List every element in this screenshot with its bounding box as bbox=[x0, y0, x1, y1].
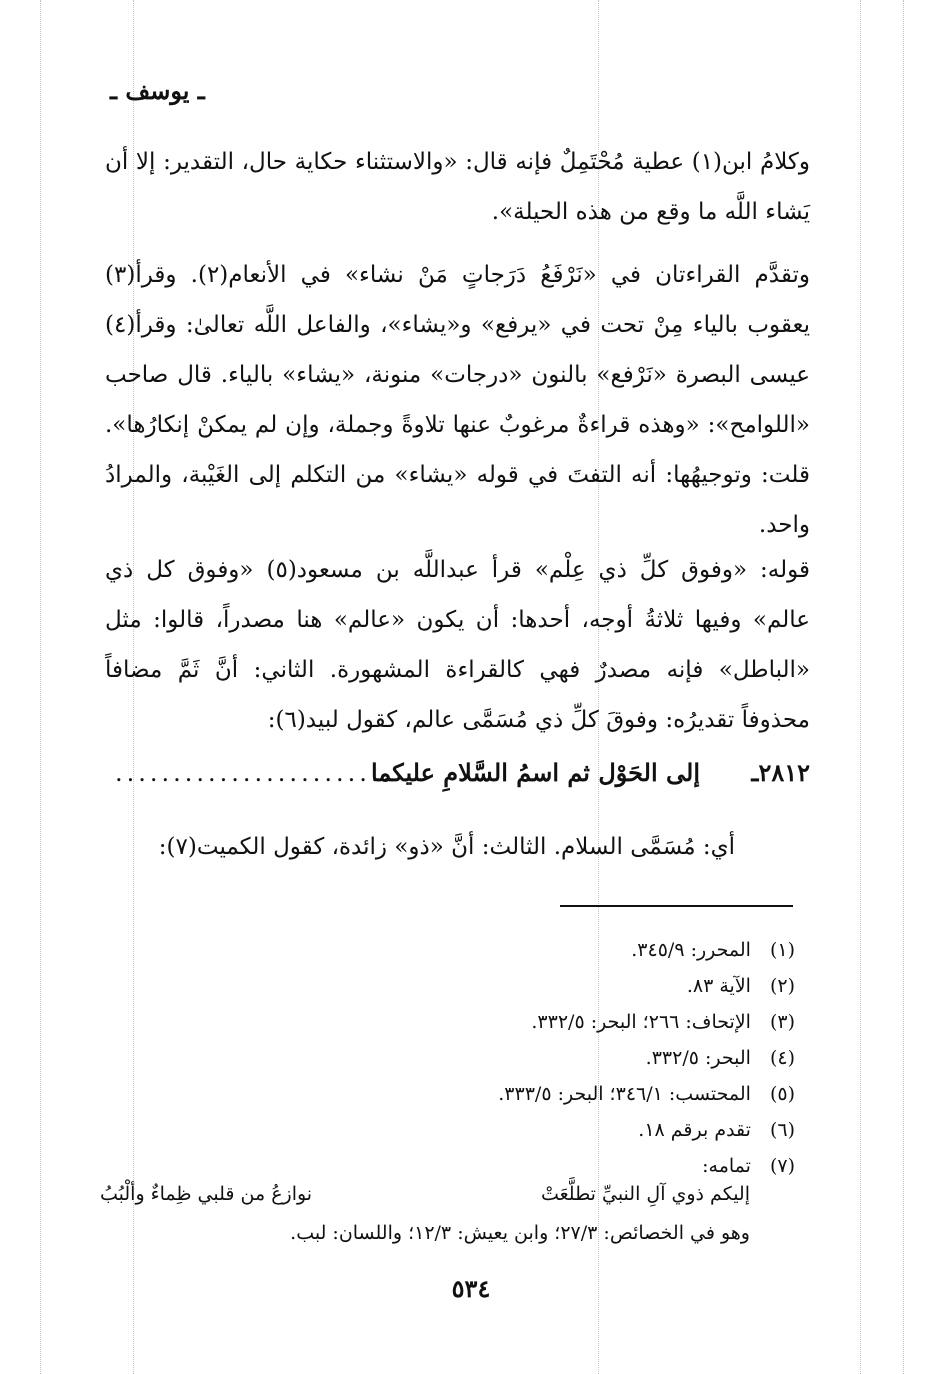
footnote-number: (١) bbox=[769, 939, 795, 961]
scan-guide-line bbox=[860, 0, 861, 1374]
page-number: ٥٣٤ bbox=[451, 1274, 491, 1303]
footnote-number: (٦) bbox=[769, 1119, 795, 1141]
footnote-number: (٧) bbox=[769, 1155, 795, 1177]
poetry-verse bbox=[105, 748, 810, 798]
footnote-separator bbox=[560, 905, 793, 907]
paragraph-3: قوله: «وفوق كلِّ ذي عِلْم» قرأ عبداللَّه بن مسعود(٥) «وفوق كل ذي عالم» وفيها ثلاثةُ أوجه، أحدها: أن يكون «عالم» هنا مصدراً، قالوا: مثل «الباطل» فإنه مصدرٌ فهي كالقراءة المشهورة. الثاني: أنَّ ثَمَّ مضافاً محذوفاً تقديرُه: وفوقَ كلِّ ذي مُسَمَّى عالم، كقول لبيد(٦): bbox=[105, 557, 810, 733]
footnote-item bbox=[105, 932, 795, 968]
footnote-item bbox=[105, 1040, 795, 1076]
verse-ellipsis: ........................ bbox=[115, 759, 395, 787]
footnote-item bbox=[105, 1076, 795, 1112]
verse-first-hemistich: إليكم ذوي آلِ النبيِّ تطلَّعَتْ bbox=[540, 1183, 750, 1205]
running-header: ـ يوسف ـ bbox=[110, 76, 205, 105]
footnote-source-note: وهو في الخصائص: ٢٧/٣؛ وابن يعيش: ١٢/٣؛ واللسان: لبب. bbox=[290, 1222, 750, 1244]
footnote-number: (٤) bbox=[769, 1047, 795, 1069]
scan-guide-line bbox=[40, 0, 41, 1374]
footnote-text: تقدم برقم ١٨. bbox=[638, 1119, 751, 1141]
footnote-item bbox=[105, 1112, 795, 1148]
footnote-item bbox=[105, 968, 795, 1004]
footnote-number: (٢) bbox=[769, 975, 795, 997]
footnote-text: المحتسب: ٣٤٦/١؛ البحر: ٣٣٣/٥. bbox=[498, 1083, 751, 1105]
footnote-verse bbox=[100, 1176, 750, 1212]
footnote-text: الإتحاف: ٢٦٦؛ البحر: ٣٣٢/٥. bbox=[531, 1011, 751, 1033]
paragraph-4: أي: مُسَمَّى السلام. الثالث: أنَّ «ذو» زائدة، كقول الكميت(٧): bbox=[158, 834, 735, 860]
footnote-text: البحر: ٣٣٢/٥. bbox=[645, 1047, 751, 1069]
footnotes bbox=[105, 932, 795, 1184]
verse-second-hemistich: نوازعُ من قلبي ظِماءٌ وألْبُبُ bbox=[100, 1183, 313, 1205]
verse-number: ٢٨١٢ـ bbox=[751, 758, 810, 787]
footnote-number: (٥) bbox=[769, 1083, 795, 1105]
scan-guide-line bbox=[903, 0, 904, 1374]
footnote-number: (٣) bbox=[769, 1011, 795, 1033]
paragraph-2: وتقدَّم القراءتان في «نَرْفَعُ دَرَجاتٍ مَنْ نشاء» في الأنعام(٢). وقرأ(٣) يعقوب بالياء مِنْ تحت في «يرفع» و«يشاء»، والفاعل اللَّه تعالىٰ: وقرأ(٤) عيسى البصرة «نَرْفع» بالنون «درجات» منونة، «يشاء» بالياء. قال صاحب «اللوامح»: «وهذه قراءةٌ مرغوبٌ عنها تلاوةً وجملة، وإن لم يمكنْ إنكارُها». قلت: وتوجيهُها: أنه التفتَ في قوله «يشاء» من التكلم إلى الغَيْبة، والمرادُ واحد. bbox=[105, 262, 810, 538]
footnote-item bbox=[105, 1004, 795, 1040]
verse-text: إلى الحَوْل ثم اسمُ السَّلامِ عليكما bbox=[371, 758, 700, 787]
footnote-text: تمامه: bbox=[702, 1155, 751, 1177]
footnote-text: الآية ٨٣. bbox=[686, 975, 751, 997]
paragraph-1: وكلامُ ابن(١) عطية مُحْتَمِلٌ فإنه قال: «والاستثناء حكاية حال، التقدير: إلا أن يَشاء اللَّه ما وقع من هذه الحيلة». bbox=[105, 149, 810, 225]
footnote-text: المحرر: ٣٤٥/٩. bbox=[631, 939, 751, 961]
